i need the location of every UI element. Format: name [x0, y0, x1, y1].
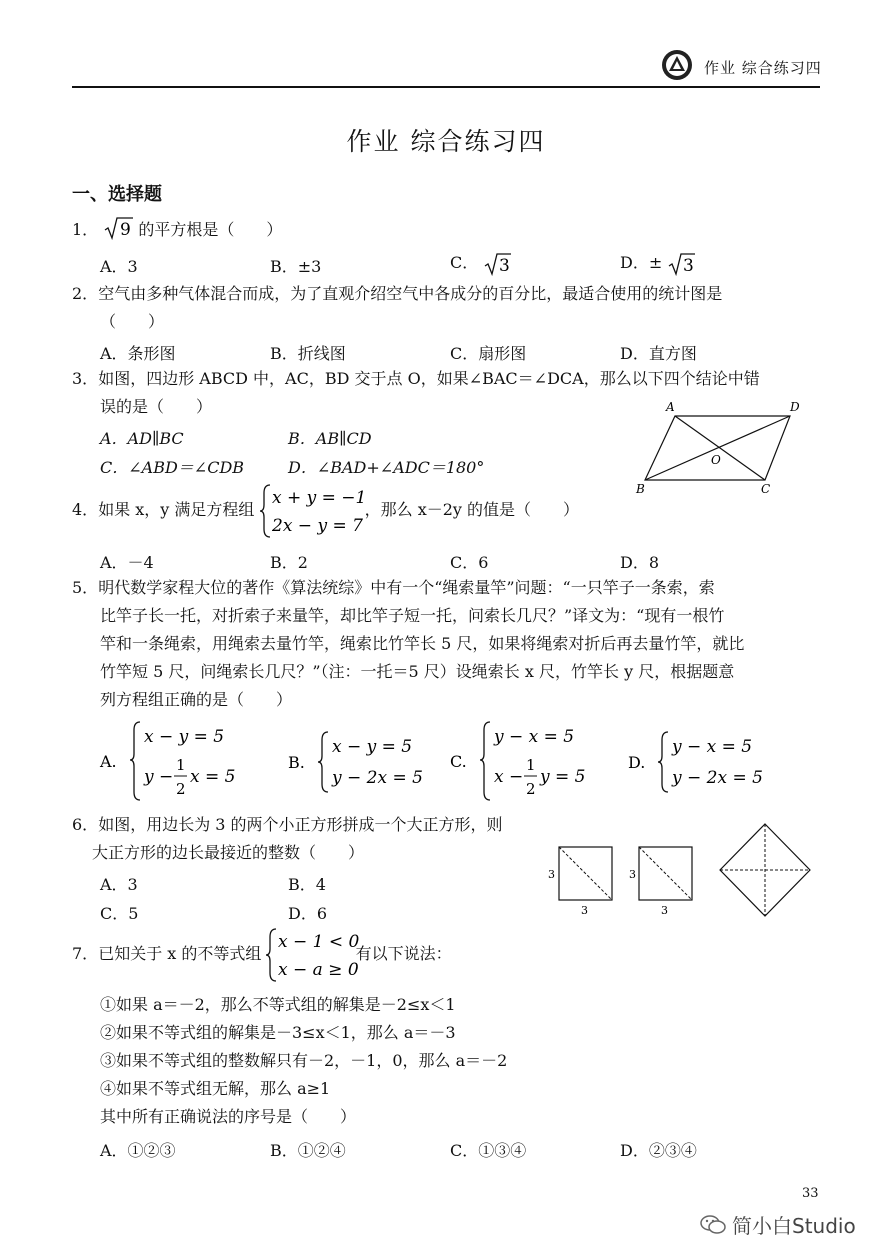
- parallelogram-figure: [630, 398, 810, 498]
- option-a[interactable]: A．①②③: [100, 1141, 176, 1160]
- question-text: 有以下说法：: [355, 944, 452, 963]
- question-text: 已知关于 x 的不等式组: [98, 944, 262, 963]
- question-text: 如图，四边形 ABCD 中，AC，BD 交于点 O，如果∠BAC＝∠DCA，那么以下四个结论中错: [98, 369, 760, 388]
- option-d[interactable]: D．6: [288, 904, 328, 923]
- section-heading: 一、选择题: [72, 184, 162, 205]
- left-brace-icon: [266, 929, 276, 981]
- square-1-side-label: 3: [548, 868, 555, 881]
- radical-sign-icon: [667, 252, 695, 276]
- school-emblem-icon: [661, 49, 693, 81]
- vertex-d-label: D: [790, 400, 800, 414]
- option-label: C．: [450, 253, 479, 272]
- option-label: D.: [628, 753, 646, 772]
- page-number: 33: [802, 1186, 819, 1201]
- option-a[interactable]: [100, 718, 250, 808]
- left-brace-icon: [658, 732, 668, 792]
- radicand: 9: [120, 220, 132, 240]
- question-1: [72, 216, 282, 245]
- fraction-denominator: 2: [176, 780, 186, 798]
- equation-1: x + y = −1: [271, 487, 366, 508]
- option-a[interactable]: A．3: [100, 257, 138, 276]
- option-label: B.: [288, 753, 305, 772]
- square-1-diagonal: [559, 847, 612, 900]
- option-d[interactable]: [628, 730, 768, 800]
- option-b-system: [288, 730, 428, 796]
- question-number: 4．: [72, 500, 99, 519]
- page-title: 作业 综合练习四: [346, 127, 546, 156]
- left-brace-icon: [260, 485, 270, 537]
- option-c[interactable]: C．5: [100, 904, 139, 923]
- watermark-text: 简小白Studio: [732, 1214, 856, 1238]
- option-a[interactable]: A．－4: [100, 553, 154, 572]
- option-d[interactable]: [620, 250, 695, 276]
- question-text: 如果 x，y 满足方程组: [98, 500, 255, 519]
- point-o-label: O: [711, 453, 721, 467]
- option-label: A.: [100, 752, 117, 771]
- header-rule: [72, 86, 820, 88]
- square-2-diagonal: [639, 847, 692, 900]
- option-d[interactable]: D．直方图: [620, 344, 697, 363]
- question-5-cont: 列方程组正确的是（ ）: [100, 690, 293, 709]
- question-text: 空气由多种气体混合而成，为了直观介绍空气中各成分的百分比，最适合使用的统计图是: [98, 284, 723, 303]
- header-logo: [661, 49, 693, 81]
- question-7-ask: 其中所有正确说法的序号是（ ）: [100, 1107, 357, 1126]
- square-1-bottom-label: 3: [581, 904, 588, 917]
- equation-2-right: y = 5: [540, 767, 586, 787]
- equation-1: x − y = 5: [144, 727, 225, 747]
- question-5-cont: 竿和一条绳索，用绳索去量竹竿，绳索比竹竿长 5 尺，如果将绳索对折后再去量竹竿，就比: [100, 634, 745, 653]
- option-c[interactable]: C．∠ABD＝∠CDB: [100, 458, 245, 477]
- option-c[interactable]: C．扇形图: [450, 344, 527, 363]
- option-c[interactable]: [450, 250, 511, 276]
- question-3-cont: 误的是（ ）: [100, 397, 213, 416]
- question-number: 5．: [72, 578, 99, 597]
- option-d[interactable]: D．②③④: [620, 1141, 697, 1160]
- equation-1: y − x = 5: [494, 727, 575, 747]
- option-a[interactable]: A．3: [100, 875, 138, 894]
- equation-system: [260, 483, 366, 539]
- equation-1: y − x = 5: [672, 737, 753, 757]
- statement-3: ③如果不等式组的整数解只有－2，－1，0，那么 a＝－2: [100, 1051, 508, 1070]
- equation-2: y − 2x = 5: [672, 768, 763, 788]
- radical-sign-icon: [103, 216, 133, 240]
- question-number: 7．: [72, 944, 99, 963]
- question-6: [72, 815, 503, 835]
- inequality-1: x − 1 < 0: [278, 931, 360, 952]
- inequality-2: x − a ≥ 0: [278, 959, 360, 980]
- option-a-system: [100, 718, 250, 804]
- watermark: [700, 1210, 856, 1239]
- option-c-system: [450, 718, 600, 804]
- square-2-side-label: 3: [629, 868, 636, 881]
- statement-4: ④如果不等式组无解，那么 a≥1: [100, 1079, 331, 1098]
- option-b[interactable]: B．AB∥CD: [288, 429, 372, 448]
- statement-2: ②如果不等式组的解集是－3≤x＜1，那么 a＝－3: [100, 1023, 456, 1042]
- fraction-denominator: 2: [526, 780, 536, 798]
- question-text: 如图，用边长为 3 的两个小正方形拼成一个大正方形，则: [98, 815, 503, 834]
- option-label: D．±: [620, 253, 663, 272]
- question-number: 1．: [72, 220, 99, 239]
- vertex-a-label: A: [666, 400, 675, 414]
- option-d[interactable]: D．8: [620, 553, 660, 572]
- option-c[interactable]: [450, 718, 600, 808]
- diagonal-ac: [675, 416, 765, 480]
- statement-1: ①如果 a＝－2，那么不等式组的解集是－2≤x＜1: [100, 995, 456, 1014]
- question-number: 2．: [72, 284, 99, 303]
- question-5-cont: 竹竿短 5 尺，问绳索长几尺？”（注：一托＝5 尺）设绳索长 x 尺，竹竿长 y 尺，根据题意: [100, 662, 735, 681]
- question-text: 明代数学家程大位的著作《算法统综》中有一个“绳索量竿”问题：“一只竿子一条索，索: [98, 578, 715, 597]
- option-c[interactable]: C．①③④: [450, 1141, 527, 1160]
- option-d-system: [628, 730, 768, 796]
- question-3: [72, 369, 760, 389]
- option-a[interactable]: A．AD∥BC: [100, 429, 184, 448]
- square-2-bottom-label: 3: [661, 904, 668, 917]
- equation-2-left: y −: [144, 767, 174, 787]
- option-a[interactable]: A．条形图: [100, 344, 176, 363]
- question-6-cont: 大正方形的边长最接近的整数（ ）: [92, 843, 365, 862]
- equation-2-right: x = 5: [190, 767, 236, 787]
- fraction-numerator: 1: [176, 756, 186, 774]
- question-4: [72, 482, 579, 539]
- option-b[interactable]: [288, 730, 428, 800]
- question-text: 的平方根是（ ）: [138, 220, 283, 239]
- squares-figure: [545, 820, 825, 920]
- question-5: [72, 578, 715, 598]
- inequality-system: [266, 927, 360, 983]
- option-c[interactable]: C．6: [450, 553, 489, 572]
- wechat-icon: [700, 1214, 726, 1236]
- question-2: [72, 284, 722, 304]
- option-b[interactable]: B．±3: [270, 257, 322, 276]
- left-brace-icon: [318, 732, 328, 792]
- question-2-cont: （ ）: [100, 312, 165, 331]
- option-d[interactable]: D．∠BAD+∠ADC＝180°: [288, 458, 485, 477]
- left-brace-icon: [480, 722, 490, 800]
- question-number: 3．: [72, 369, 99, 388]
- header-title: 作业 综合练习四: [704, 59, 822, 77]
- fraction-numerator: 1: [526, 756, 536, 774]
- radicand: 3: [683, 255, 695, 276]
- option-b[interactable]: B．4: [288, 875, 326, 894]
- left-brace-icon: [130, 722, 140, 800]
- question-text: ，那么 x－2y 的值是（ ）: [364, 500, 580, 519]
- equation-1: x − y = 5: [332, 737, 413, 757]
- equation-2-left: x −: [494, 767, 524, 787]
- question-number: 6．: [72, 815, 99, 834]
- question-7: [72, 926, 452, 983]
- question-5-cont: 比竿子长一托，对折索子来量竿，却比竿子短一托，问索长几尺？”译文为：“现有一根竹: [100, 606, 725, 625]
- vertex-b-label: B: [636, 482, 645, 496]
- option-b[interactable]: B．折线图: [270, 344, 346, 363]
- radical-sign-icon: [483, 252, 511, 276]
- option-b[interactable]: B．2: [270, 553, 308, 572]
- sqrt-expression: [103, 216, 133, 245]
- radicand: 3: [499, 255, 511, 276]
- option-label: C.: [450, 752, 467, 771]
- equation-2: 2x − y = 7: [271, 515, 363, 536]
- vertex-c-label: C: [761, 482, 771, 496]
- option-b[interactable]: B．①②④: [270, 1141, 346, 1160]
- equation-2: y − 2x = 5: [332, 768, 423, 788]
